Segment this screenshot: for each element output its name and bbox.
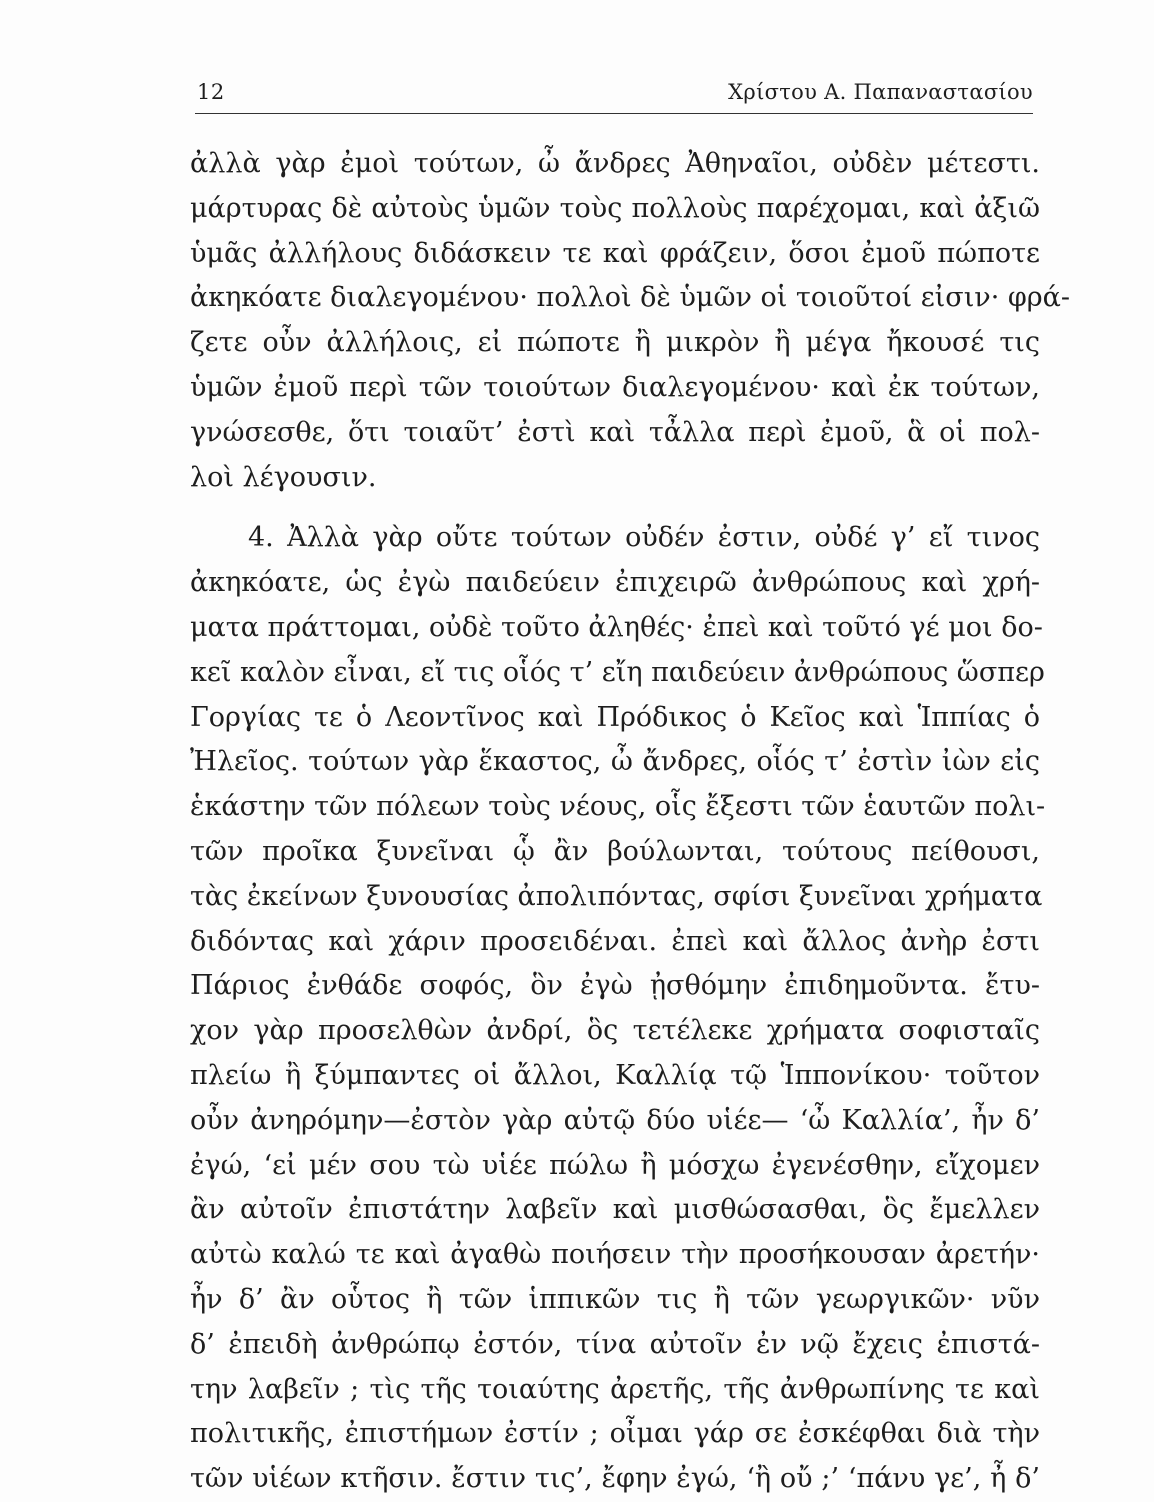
text-line: ἦν δ’ ἂν οὗτος ἢ τῶν ἱππικῶν τις ἢ τῶν γεωργικῶν· νῦν: [190, 1283, 1040, 1315]
text-line: ἑκάστην τῶν πόλεων τοὺς νέους, οἷς ἔξεστι τῶν ἑαυτῶν πολι-: [190, 791, 1046, 823]
text-line: ἀκηκόατε διαλεγομένου· πολλοὶ δὲ ὑμῶν οἱ τοιοῦτοί εἰσιν· φρά-: [190, 282, 1070, 314]
paragraph-1: [190, 142, 1070, 500]
text-line: πλείω ἢ ξύμπαντες οἱ ἄλλοι, Καλλίᾳ τῷ Ἱππονίκου· τοῦτον: [190, 1059, 1040, 1091]
text-line: ἂν αὐτοῖν ἐπιστάτην λαβεῖν καὶ μισθώσασθαι, ὃς ἔμελλεν: [190, 1194, 1040, 1226]
text-line: ὑμῶν ἐμοῦ περὶ τῶν τοιούτων διαλεγομένου· καὶ ἐκ τούτων,: [190, 371, 1040, 403]
text-line: την λαβεῖν ; τὶς τῆς τοιαύτης ἀρετῆς, τῆς ἀνθρωπίνης τε καὶ: [190, 1373, 1040, 1405]
header-rule: [195, 113, 1033, 114]
text-line: ζετε οὖν ἀλλήλοις, εἰ πώποτε ἢ μικρὸν ἢ μέγα ἤκουσέ τις: [190, 327, 1040, 359]
text-line: τῶν προῖκα ξυνεῖναι ᾧ ἂν βούλωνται, τούτους πείθουσι,: [190, 835, 1040, 867]
text-line: αὐτὼ καλώ τε καὶ ἀγαθὼ ποιήσειν τὴν προσήκουσαν ἀρετήν·: [190, 1239, 1040, 1271]
text-line: 4. Ἀλλὰ γὰρ οὔτε τούτων οὐδέν ἐστιν, οὐδέ γ’ εἴ τινος: [248, 522, 1040, 554]
text-line: ὑμᾶς ἀλλήλους διδάσκειν τε καὶ φράζειν, ὅσοι ἐμοῦ πώποτε: [190, 237, 1040, 269]
running-title: Χρίστου Α. Παπαναστασίου: [728, 80, 1033, 104]
text-line: τὰς ἐκείνων ξυνουσίας ἀπολιπόντας, σφίσι ξυνεῖναι χρήματα: [190, 880, 1043, 912]
text-line: μάρτυρας δὲ αὐτοὺς ὑμῶν τοὺς πολλοὺς παρέχομαι, καὶ ἀξιῶ: [190, 192, 1040, 224]
text-line: τῶν υἱέων κτῆσιν. ἔστιν τις’, ἔφην ἐγώ, ‘ἢ οὔ ;’ ‘πάνυ γε’, ἦ δ’: [190, 1463, 1040, 1495]
text-line: κεῖ καλὸν εἶναι, εἴ τις οἷός τ’ εἴη παιδεύειν ἀνθρώπους ὥσπερ: [190, 656, 1045, 688]
page-number: 12: [197, 80, 225, 104]
body-text: [190, 142, 1070, 1502]
text-line: δ’ ἐπειδὴ ἀνθρώπῳ ἐστόν, τίνα αὐτοῖν ἐν νῷ ἔχεις ἐπιστά-: [190, 1328, 1040, 1360]
text-line: χον γὰρ προσελθὼν ἀνδρί, ὃς τετέλεκε χρήματα σοφισταῖς: [190, 1015, 1040, 1047]
paragraph-gap: [190, 500, 1040, 516]
text-line: διδόντας καὶ χάριν προσειδέναι. ἐπεὶ καὶ ἄλλος ἀνὴρ ἐστι: [190, 925, 1040, 957]
text-line: γνώσεσθε, ὅτι τοιαῦτ’ ἐστὶ καὶ τἆλλα περὶ ἐμοῦ, ἃ οἱ πολ-: [190, 416, 1040, 448]
text-line: ματα πράττομαι, οὐδὲ τοῦτο ἀληθές· ἐπεὶ καὶ τοῦτό γέ μοι δο-: [190, 611, 1043, 643]
text-line: Ἠλεῖος. τούτων γὰρ ἕκαστος, ὦ ἄνδρες, οἷός τ’ ἐστὶν ἰὼν εἰς: [190, 746, 1040, 778]
paragraph-2: [190, 516, 1046, 1502]
text-line: Γοργίας τε ὁ Λεοντῖνος καὶ Πρόδικος ὁ Κεῖος καὶ Ἱππίας ὁ: [190, 701, 1040, 733]
running-head: [195, 78, 1033, 108]
text-line: πολιτικῆς, ἐπιστήμων ἐστίν ; οἶμαι γάρ σε ἐσκέφθαι διὰ τὴν: [190, 1418, 1040, 1450]
text-line: ἀκηκόατε, ὡς ἐγὼ παιδεύειν ἐπιχειρῶ ἀνθρώπους καὶ χρή-: [190, 567, 1040, 599]
text-line: Πάριος ἐνθάδε σοφός, ὃν ἐγὼ ᾐσθόμην ἐπιδημοῦντα. ἔτυ-: [190, 970, 1040, 1002]
text-line: ἐγώ, ‘εἰ μέν σου τὼ υἱέε πώλω ἢ μόσχω ἐγενέσθην, εἴχομεν: [190, 1149, 1040, 1181]
text-line: λοὶ λέγουσιν.: [190, 461, 377, 493]
text-line: ἀλλὰ γὰρ ἐμοὶ τούτων, ὦ ἄνδρες Ἀθηναῖοι, οὐδὲν μέτεστι.: [190, 148, 1040, 179]
text-line: οὖν ἀνηρόμην—ἐστὸν γὰρ αὐτῷ δύο υἱέε— ‘ὦ Καλλία’, ἦν δ’: [190, 1104, 1040, 1136]
